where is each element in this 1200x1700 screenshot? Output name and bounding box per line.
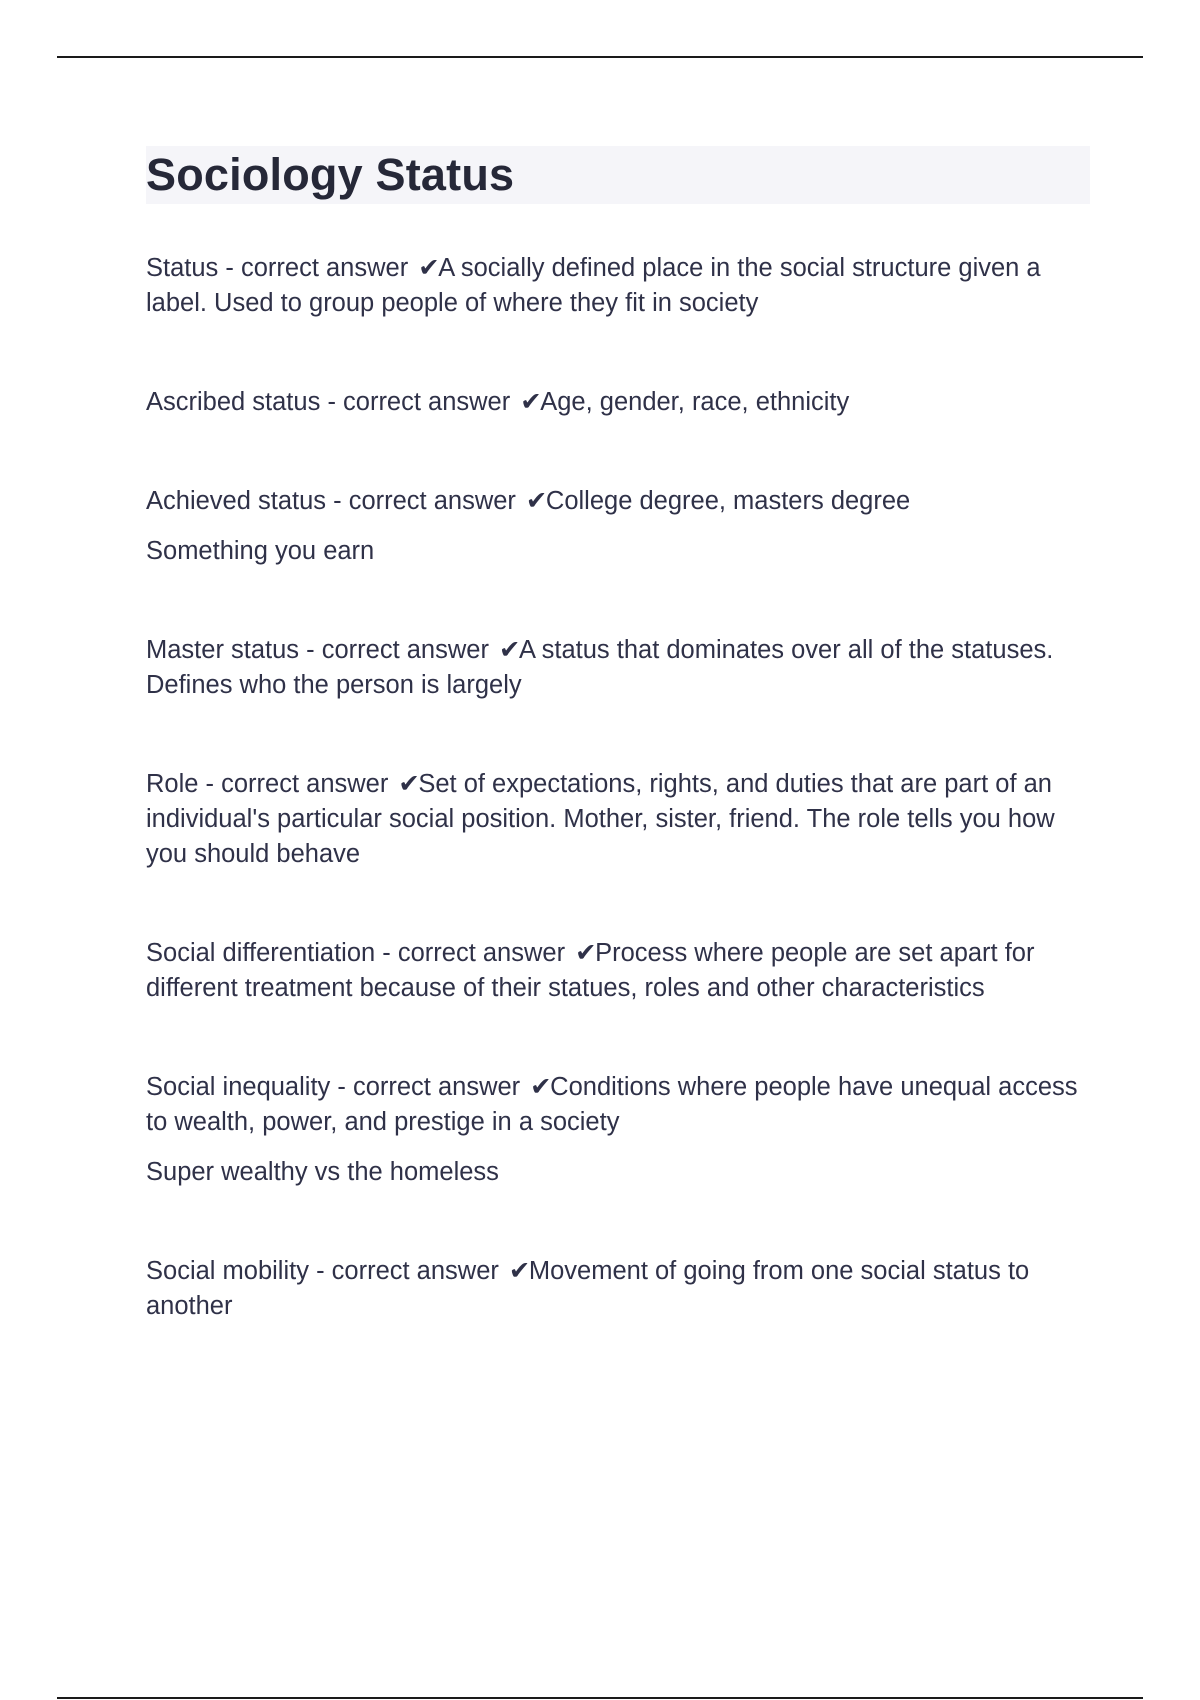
entry-main	[146, 1070, 1090, 1140]
page-title: Sociology Status	[146, 149, 515, 200]
answer-label: - correct answer	[327, 388, 511, 416]
answer-label: - correct answer	[382, 939, 566, 967]
entry-term: Status	[146, 254, 219, 282]
checkmark-icon: ✔	[398, 770, 420, 798]
entry-social-differentiation	[146, 936, 1090, 1006]
title-bar	[146, 146, 1090, 204]
bottom-rule	[57, 1697, 1143, 1699]
checkmark-icon: ✔	[508, 1257, 531, 1285]
top-rule	[57, 56, 1143, 58]
entry-term: Social mobility	[146, 1257, 309, 1285]
entry-main	[146, 767, 1090, 872]
entry-ascribed-status	[146, 385, 1090, 420]
answer-label: - correct answer	[306, 636, 489, 664]
entry-main	[146, 385, 1090, 420]
entry-definition: Age, gender, race, ethnicity	[540, 388, 850, 416]
answer-label: - correct answer	[337, 1073, 521, 1101]
entry-main	[146, 1254, 1090, 1324]
checkmark-icon: ✔	[520, 388, 542, 416]
entry-definition: Process where people are set apart for different treatment because of their statues, roles and other characteristics	[146, 939, 1035, 1002]
entry-main	[146, 251, 1090, 321]
entry-definition: Conditions where people have unequal access to wealth, power, and prestige in a society	[146, 1073, 1078, 1136]
checkmark-icon: ✔	[530, 1073, 552, 1101]
answer-label: - correct answer	[225, 254, 409, 282]
checkmark-icon: ✔	[418, 254, 440, 282]
entry-term: Ascribed status	[146, 388, 321, 416]
answer-label: - correct answer	[205, 770, 389, 798]
entry-main	[146, 484, 1090, 519]
entry-master-status	[146, 633, 1090, 703]
entry-list	[146, 251, 1090, 1324]
entry-extra: Super wealthy vs the homeless	[146, 1158, 499, 1186]
checkmark-icon: ✔	[498, 636, 521, 664]
entry-definition: A status that dominates over all of the statuses. Defines who the person is largely	[146, 636, 1054, 699]
checkmark-icon: ✔	[575, 939, 597, 967]
entry-extra: Something you earn	[146, 537, 375, 565]
answer-label: - correct answer	[316, 1257, 499, 1285]
entry-achieved-status	[146, 484, 1090, 569]
entry-main	[146, 936, 1090, 1006]
entry-status	[146, 251, 1090, 321]
entry-term: Achieved status	[146, 487, 327, 515]
entry-main	[146, 633, 1090, 703]
entry-role	[146, 767, 1090, 872]
entry-definition: Movement of going from one social status to another	[146, 1257, 1030, 1320]
document-body	[146, 146, 1090, 1324]
entry-term: Social differentiation	[146, 939, 376, 967]
entry-definition: College degree, masters degree	[545, 487, 911, 515]
answer-label: - correct answer	[333, 487, 516, 515]
entry-definition: Set of expectations, rights, and duties that are part of an individual's particular social position. Mother, sister, friend. The role tells you how you should behave	[146, 770, 1055, 868]
checkmark-icon: ✔	[525, 487, 548, 515]
entry-term: Role	[146, 770, 199, 798]
entry-term: Master status	[146, 636, 300, 664]
entry-social-mobility	[146, 1254, 1090, 1324]
entry-term: Social inequality	[146, 1073, 331, 1101]
entry-social-inequality	[146, 1070, 1090, 1190]
entry-definition: A socially defined place in the social structure given a label. Used to group people of where they fit in society	[146, 254, 1041, 317]
